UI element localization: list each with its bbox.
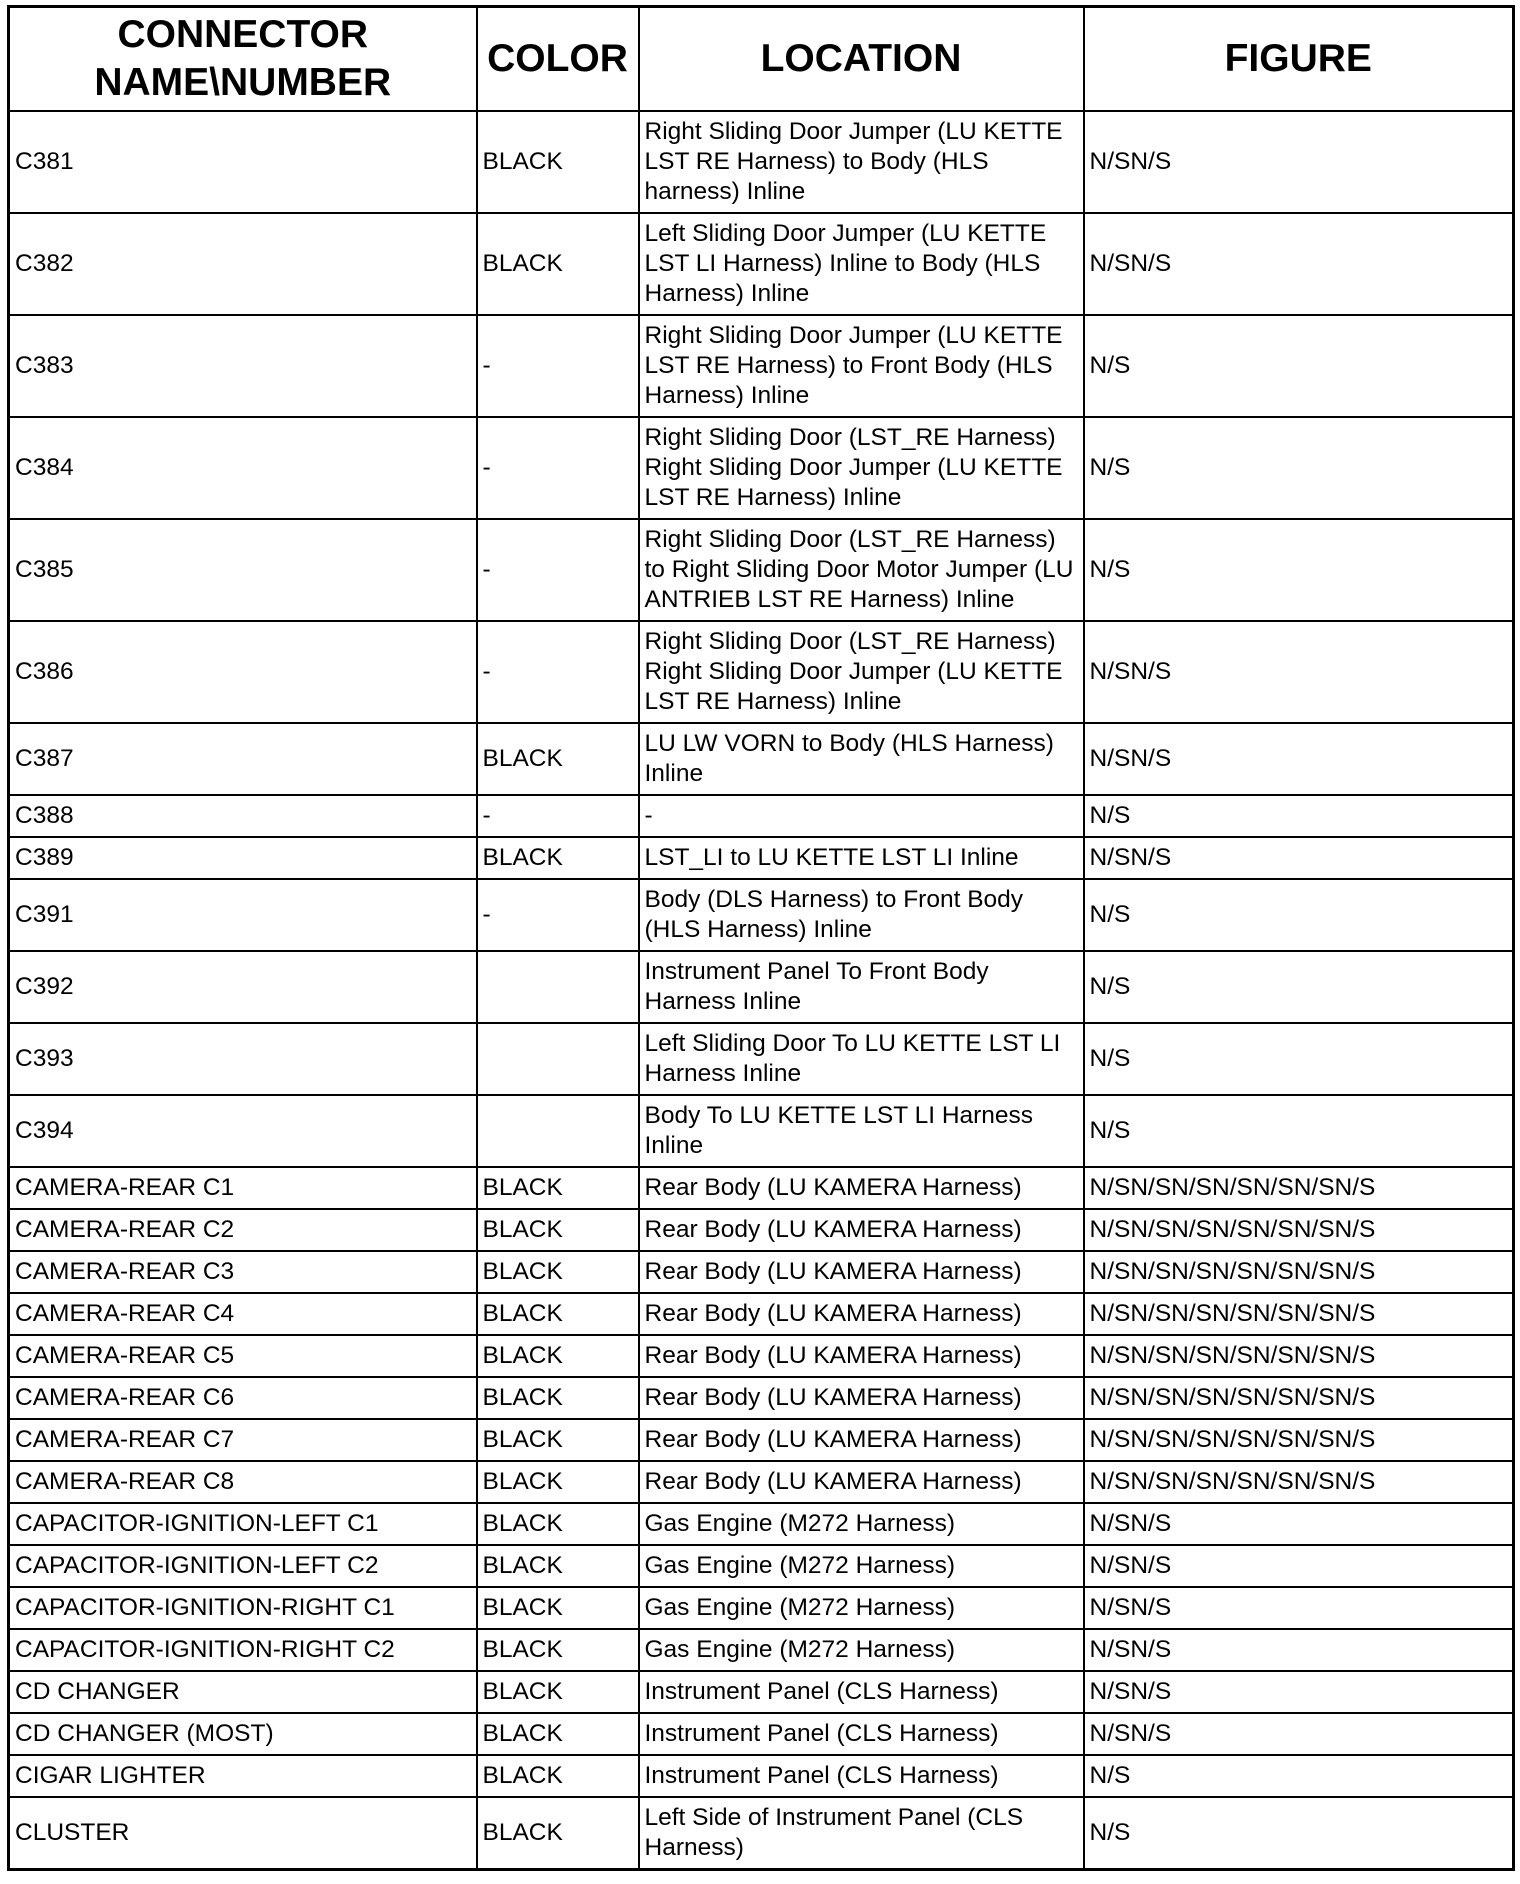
cell-location: Right Sliding Door Jumper (LU KETTE LST RE Harness) to Body (HLS harness) Inline — [639, 111, 1084, 213]
cell-figure: N/SN/S — [1084, 723, 1514, 795]
cell-color: - — [477, 879, 639, 951]
cell-color: - — [477, 315, 639, 417]
table-row — [9, 315, 1514, 417]
cell-location: Gas Engine (M272 Harness) — [639, 1629, 1084, 1671]
cell-color: BLACK — [477, 1545, 639, 1587]
cell-location: Right Sliding Door (LST_RE Harness) Right Sliding Door Jumper (LU KETTE LST RE Harness) Inline — [639, 621, 1084, 723]
cell-color: BLACK — [477, 1461, 639, 1503]
cell-figure: N/S — [1084, 879, 1514, 951]
table-row — [9, 111, 1514, 213]
cell-connector-name: C391 — [9, 879, 477, 951]
cell-connector-name: C389 — [9, 837, 477, 879]
cell-connector-name: C393 — [9, 1023, 477, 1095]
cell-connector-name: CAMERA-REAR C7 — [9, 1419, 477, 1461]
cell-location: LU LW VORN to Body (HLS Harness) Inline — [639, 723, 1084, 795]
cell-location: Gas Engine (M272 Harness) — [639, 1545, 1084, 1587]
table-row — [9, 1713, 1514, 1755]
cell-figure: N/SN/S — [1084, 1713, 1514, 1755]
header-color: COLOR — [477, 7, 639, 112]
cell-figure: N/SN/SN/SN/SN/SN/SN/S — [1084, 1335, 1514, 1377]
cell-location: Gas Engine (M272 Harness) — [639, 1587, 1084, 1629]
cell-location: Instrument Panel To Front Body Harness Inline — [639, 951, 1084, 1023]
cell-color: BLACK — [477, 1713, 639, 1755]
table-row — [9, 837, 1514, 879]
table-row — [9, 1167, 1514, 1209]
header-connector-name: CONNECTOR NAME\NUMBER — [9, 7, 477, 112]
cell-connector-name: CIGAR LIGHTER — [9, 1755, 477, 1797]
table-row — [9, 1095, 1514, 1167]
table-row — [9, 519, 1514, 621]
header-location: LOCATION — [639, 7, 1084, 112]
cell-connector-name: CAMERA-REAR C4 — [9, 1293, 477, 1335]
cell-connector-name: C386 — [9, 621, 477, 723]
table-row — [9, 1587, 1514, 1629]
table-row — [9, 1419, 1514, 1461]
cell-color: BLACK — [477, 1587, 639, 1629]
table-row — [9, 1755, 1514, 1797]
cell-color — [477, 1023, 639, 1095]
header-row — [9, 7, 1514, 112]
header-figure: FIGURE — [1084, 7, 1514, 112]
cell-figure: N/SN/S — [1084, 1545, 1514, 1587]
cell-figure: N/SN/SN/SN/SN/SN/SN/S — [1084, 1209, 1514, 1251]
cell-color: - — [477, 795, 639, 837]
cell-location: Left Side of Instrument Panel (CLS Harness) — [639, 1797, 1084, 1870]
cell-location: Rear Body (LU KAMERA Harness) — [639, 1167, 1084, 1209]
table-row — [9, 951, 1514, 1023]
cell-connector-name: CAMERA-REAR C3 — [9, 1251, 477, 1293]
cell-connector-name: C385 — [9, 519, 477, 621]
cell-figure: N/SN/SN/SN/SN/SN/SN/S — [1084, 1419, 1514, 1461]
cell-connector-name: C382 — [9, 213, 477, 315]
cell-color: BLACK — [477, 1293, 639, 1335]
cell-location: Rear Body (LU KAMERA Harness) — [639, 1251, 1084, 1293]
cell-figure: N/S — [1084, 315, 1514, 417]
cell-figure: N/S — [1084, 417, 1514, 519]
connector-table-container — [7, 5, 1515, 1871]
cell-location: Body (DLS Harness) to Front Body (HLS Harness) Inline — [639, 879, 1084, 951]
cell-connector-name: C381 — [9, 111, 477, 213]
cell-figure: N/S — [1084, 519, 1514, 621]
cell-figure: N/SN/SN/SN/SN/SN/SN/S — [1084, 1461, 1514, 1503]
table-row — [9, 1293, 1514, 1335]
cell-color: BLACK — [477, 111, 639, 213]
cell-figure: N/SN/SN/SN/SN/SN/SN/S — [1084, 1251, 1514, 1293]
cell-color: - — [477, 519, 639, 621]
cell-connector-name: CAPACITOR-IGNITION-RIGHT C2 — [9, 1629, 477, 1671]
cell-location: Gas Engine (M272 Harness) — [639, 1503, 1084, 1545]
cell-location: Right Sliding Door (LST_RE Harness) to Right Sliding Door Motor Jumper (LU ANTRIEB LST RE Harness) Inline — [639, 519, 1084, 621]
cell-connector-name: C388 — [9, 795, 477, 837]
cell-color: BLACK — [477, 1167, 639, 1209]
cell-color: - — [477, 417, 639, 519]
cell-color: BLACK — [477, 1419, 639, 1461]
cell-connector-name: C392 — [9, 951, 477, 1023]
table-row — [9, 1209, 1514, 1251]
cell-figure: N/SN/S — [1084, 1629, 1514, 1671]
cell-color — [477, 1095, 639, 1167]
table-row — [9, 1335, 1514, 1377]
cell-color: BLACK — [477, 723, 639, 795]
cell-connector-name: CD CHANGER — [9, 1671, 477, 1713]
cell-color: BLACK — [477, 1209, 639, 1251]
cell-figure: N/S — [1084, 1797, 1514, 1870]
cell-connector-name: CAPACITOR-IGNITION-RIGHT C1 — [9, 1587, 477, 1629]
cell-connector-name: CAMERA-REAR C6 — [9, 1377, 477, 1419]
cell-color: BLACK — [477, 1797, 639, 1870]
cell-location: Instrument Panel (CLS Harness) — [639, 1755, 1084, 1797]
cell-figure: N/SN/S — [1084, 837, 1514, 879]
cell-connector-name: CAMERA-REAR C1 — [9, 1167, 477, 1209]
cell-location: Rear Body (LU KAMERA Harness) — [639, 1461, 1084, 1503]
cell-location: LST_LI to LU KETTE LST LI Inline — [639, 837, 1084, 879]
table-row — [9, 1629, 1514, 1671]
table-row — [9, 723, 1514, 795]
cell-connector-name: C387 — [9, 723, 477, 795]
cell-location: Rear Body (LU KAMERA Harness) — [639, 1293, 1084, 1335]
table-row — [9, 795, 1514, 837]
cell-color: BLACK — [477, 1755, 639, 1797]
cell-color: BLACK — [477, 1503, 639, 1545]
cell-color: BLACK — [477, 837, 639, 879]
cell-location: Rear Body (LU KAMERA Harness) — [639, 1335, 1084, 1377]
cell-connector-name: C383 — [9, 315, 477, 417]
cell-connector-name: CLUSTER — [9, 1797, 477, 1870]
table-row — [9, 1461, 1514, 1503]
cell-figure: N/SN/S — [1084, 1671, 1514, 1713]
cell-figure: N/S — [1084, 1755, 1514, 1797]
cell-figure: N/SN/SN/SN/SN/SN/SN/S — [1084, 1293, 1514, 1335]
cell-location: Rear Body (LU KAMERA Harness) — [639, 1209, 1084, 1251]
cell-figure: N/SN/S — [1084, 213, 1514, 315]
cell-location: Right Sliding Door (LST_RE Harness) Right Sliding Door Jumper (LU KETTE LST RE Harness) Inline — [639, 417, 1084, 519]
cell-color: BLACK — [477, 1335, 639, 1377]
cell-location: Body To LU KETTE LST LI Harness Inline — [639, 1095, 1084, 1167]
cell-color: - — [477, 621, 639, 723]
cell-color: BLACK — [477, 1251, 639, 1293]
table-row — [9, 879, 1514, 951]
cell-connector-name: CAPACITOR-IGNITION-LEFT C2 — [9, 1545, 477, 1587]
cell-color: BLACK — [477, 213, 639, 315]
cell-figure: N/S — [1084, 1023, 1514, 1095]
table-row — [9, 213, 1514, 315]
cell-location: Right Sliding Door Jumper (LU KETTE LST RE Harness) to Front Body (HLS Harness) Inline — [639, 315, 1084, 417]
cell-connector-name: C384 — [9, 417, 477, 519]
cell-figure: N/S — [1084, 951, 1514, 1023]
table-row — [9, 1503, 1514, 1545]
cell-figure: N/SN/SN/SN/SN/SN/SN/S — [1084, 1167, 1514, 1209]
cell-location: Instrument Panel (CLS Harness) — [639, 1713, 1084, 1755]
cell-location: Rear Body (LU KAMERA Harness) — [639, 1377, 1084, 1419]
cell-color — [477, 951, 639, 1023]
table-row — [9, 621, 1514, 723]
cell-figure: N/S — [1084, 795, 1514, 837]
cell-location: Left Sliding Door To LU KETTE LST LI Harness Inline — [639, 1023, 1084, 1095]
cell-figure: N/SN/SN/SN/SN/SN/SN/S — [1084, 1377, 1514, 1419]
cell-location: Rear Body (LU KAMERA Harness) — [639, 1419, 1084, 1461]
cell-connector-name: C394 — [9, 1095, 477, 1167]
table-row — [9, 1797, 1514, 1870]
cell-location: - — [639, 795, 1084, 837]
table-row — [9, 1023, 1514, 1095]
cell-connector-name: CAMERA-REAR C8 — [9, 1461, 477, 1503]
connector-table — [7, 5, 1515, 1871]
cell-connector-name: CAMERA-REAR C2 — [9, 1209, 477, 1251]
cell-figure: N/SN/S — [1084, 1503, 1514, 1545]
table-row — [9, 1545, 1514, 1587]
cell-connector-name: CAPACITOR-IGNITION-LEFT C1 — [9, 1503, 477, 1545]
cell-connector-name: CD CHANGER (MOST) — [9, 1713, 477, 1755]
table-row — [9, 1377, 1514, 1419]
table-row — [9, 1671, 1514, 1713]
table-row — [9, 417, 1514, 519]
cell-location: Left Sliding Door Jumper (LU KETTE LST LI Harness) Inline to Body (HLS Harness) Inline — [639, 213, 1084, 315]
cell-figure: N/SN/S — [1084, 621, 1514, 723]
cell-color: BLACK — [477, 1671, 639, 1713]
cell-location: Instrument Panel (CLS Harness) — [639, 1671, 1084, 1713]
cell-color: BLACK — [477, 1377, 639, 1419]
cell-figure: N/S — [1084, 1095, 1514, 1167]
table-row — [9, 1251, 1514, 1293]
cell-figure: N/SN/S — [1084, 111, 1514, 213]
cell-color: BLACK — [477, 1629, 639, 1671]
cell-connector-name: CAMERA-REAR C5 — [9, 1335, 477, 1377]
cell-figure: N/SN/S — [1084, 1587, 1514, 1629]
